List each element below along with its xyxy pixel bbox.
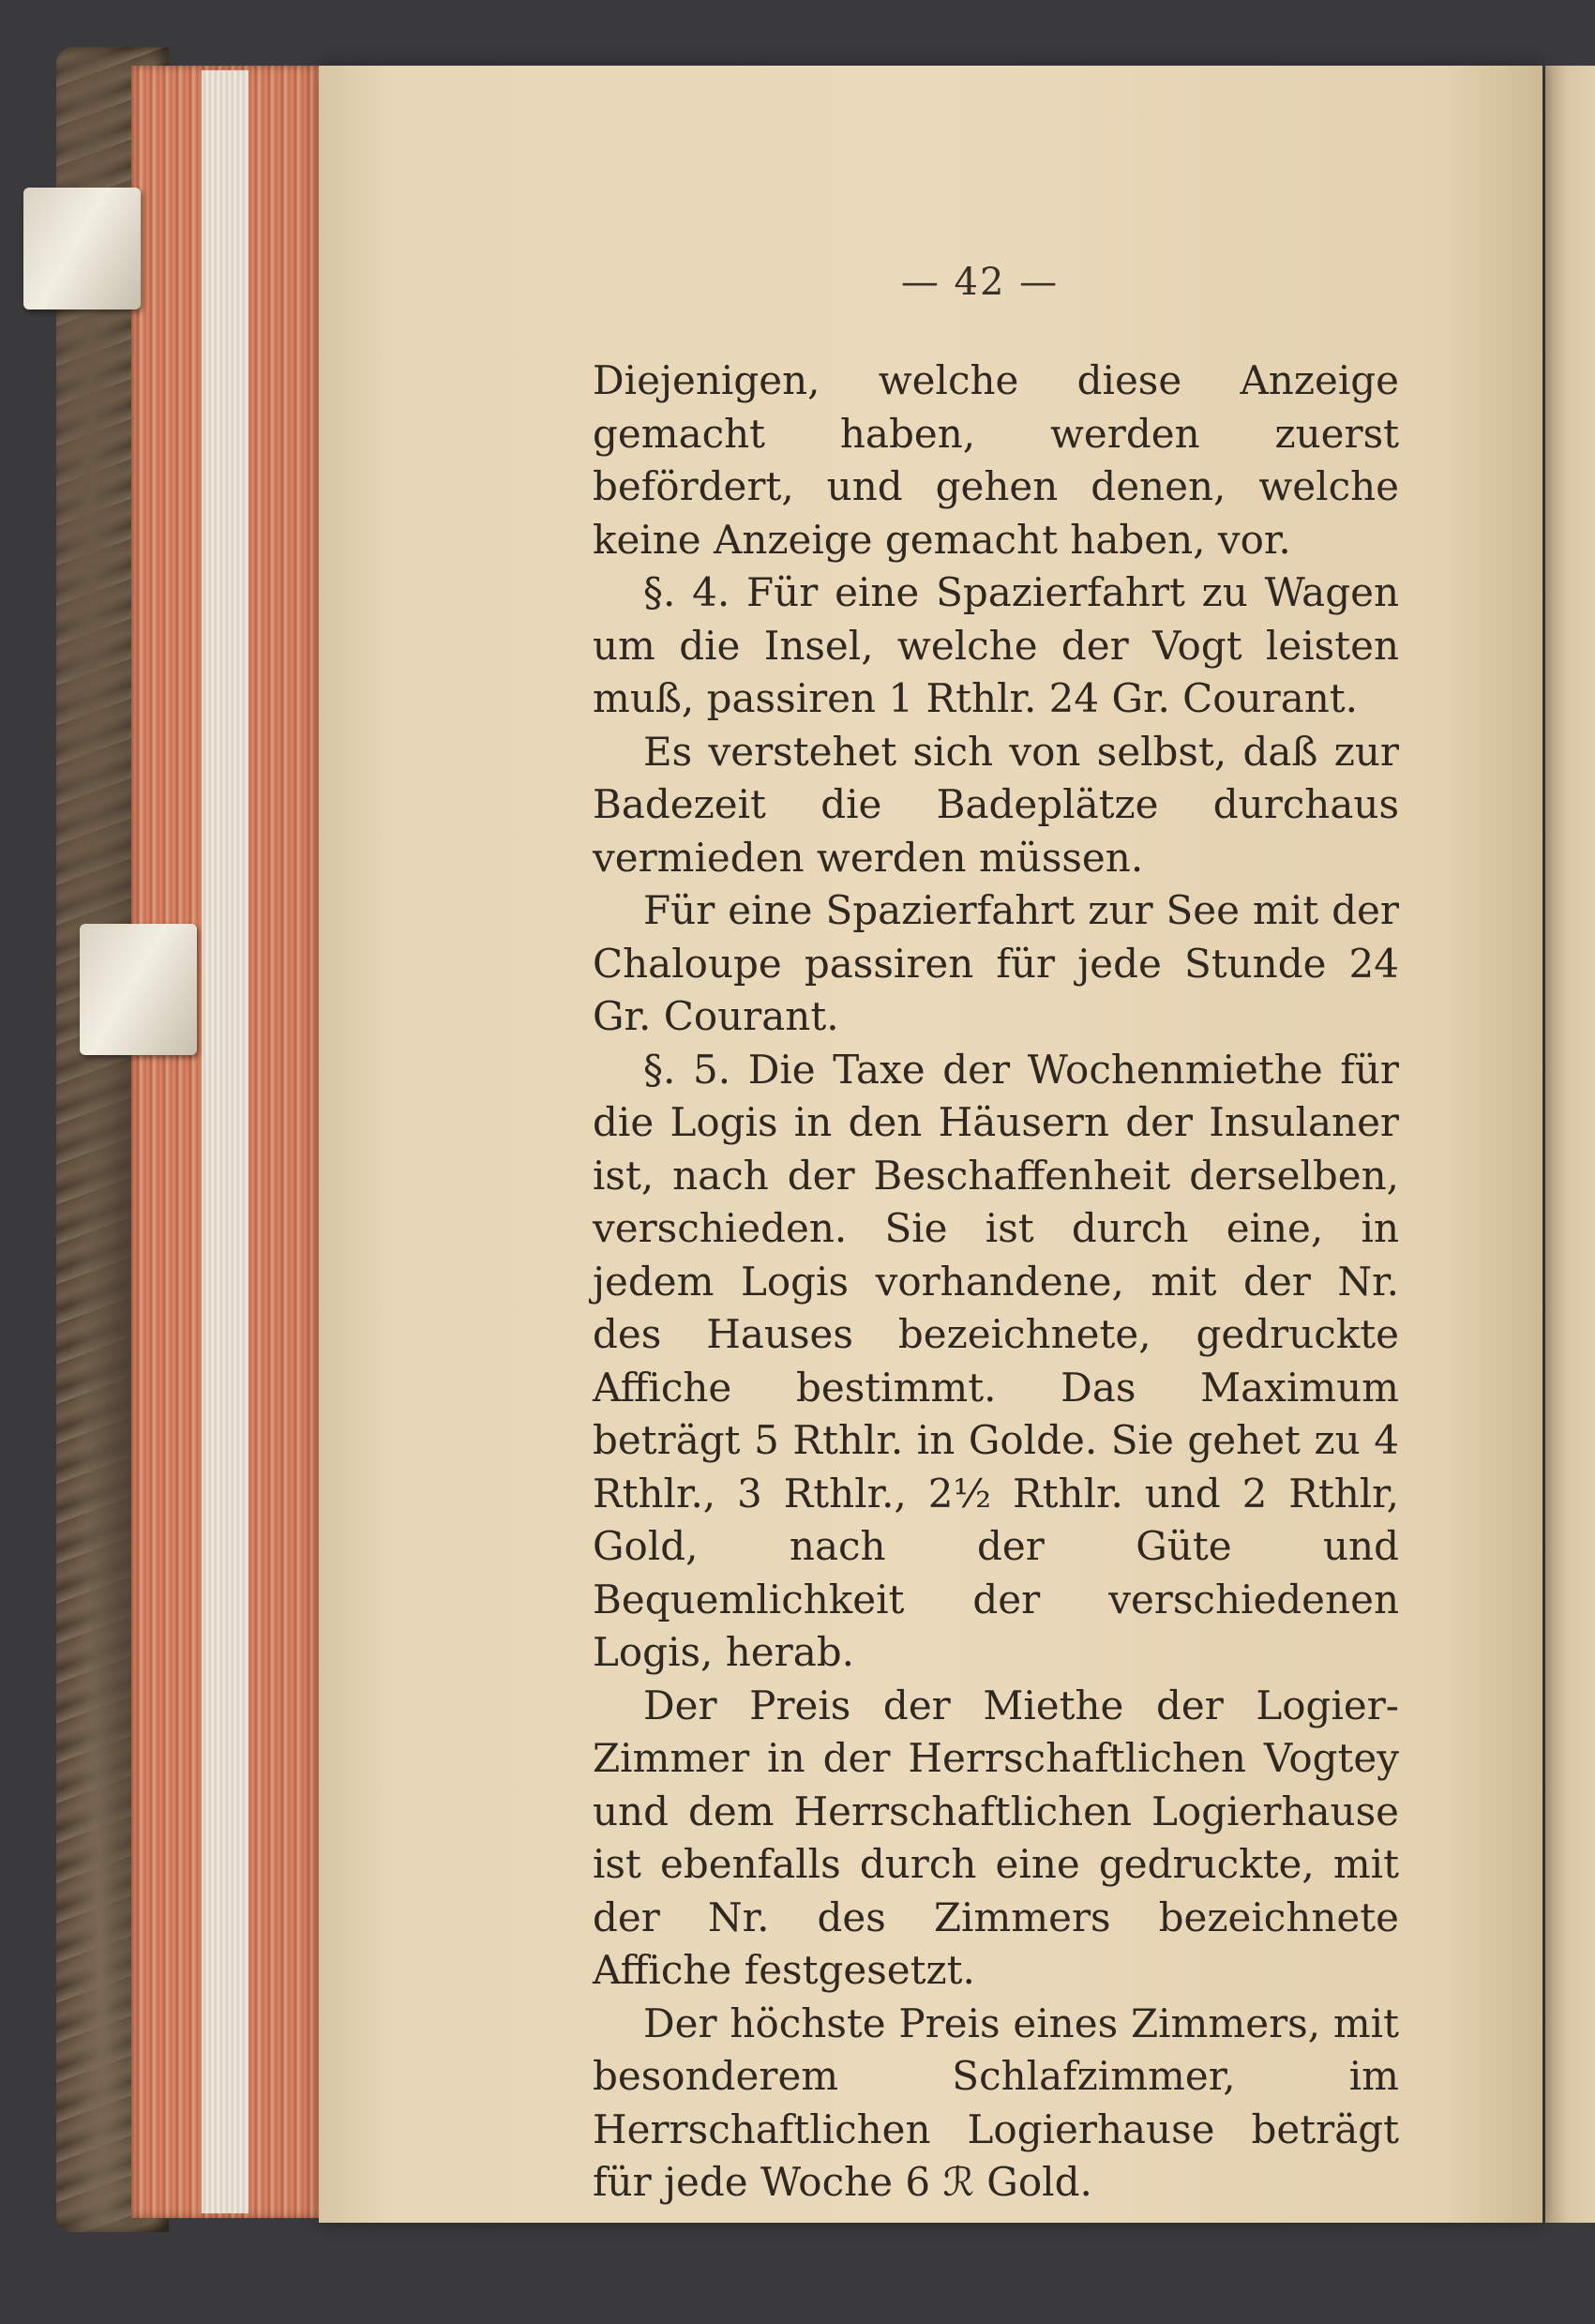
facing-page-edge	[1545, 66, 1595, 2223]
paragraph: Es verstehet sich von selbst, daß zur Badezeit die Badeplätze durchaus vermieden werden müssen.	[593, 728, 1399, 881]
paragraph: Der Preis der Miethe der Logier-Zimmer in der Herrschaftlichen Vogtey und dem Herrschaftlichen Logierhause ist ebenfalls durch eine gedruckte, mit der Nr. des Zimmers bezeichnete Affiche festgesetzt.	[593, 1682, 1399, 1993]
page-edges-light	[202, 70, 248, 2213]
paragraph: Der höchste Preis eines Zimmers, mit besonderem Schlafzimmer, im Herrschaftlichen Logierhause beträgt für jede Woche 6 ℛ Gold.	[593, 2000, 1399, 2205]
paragraph: §. 5. Die Taxe der Wochenmiethe für die Logis in den Häusern der Insulaner ist, nach der Beschaffenheit derselben, verschieden. Sie ist durch eine, in jedem Logis vorhandene, mit der Nr. des Hauses bezeichnete, gedruckte Affiche bestimmt. Das Maximum beträgt 5 Rthlr. in Golde. Sie gehet zu 4 Rthlr., 3 Rthlr., 2½ Rthlr. und 2 Rthlr, Gold, nach der Güte und Bequemlichkeit der verschiedenen Logis, herab.	[593, 1046, 1399, 1675]
paragraph: §. 4. Für eine Spazierfahrt zu Wagen um die Insel, welche der Vogt leisten muß, passiren 1 Rthlr. 24 Gr. Courant.	[593, 569, 1399, 721]
paragraph: Diejenigen, welche diese Anzeige gemacht haben, werden zuerst befördert, und gehen denen, welche keine Anzeige gemacht haben, vor.	[593, 357, 1399, 563]
paragraph: Für eine Spazierfahrt zur See mit der Chaloupe passiren für jede Stunde 24 Gr. Courant.	[593, 887, 1399, 1039]
page-number: — 42 —	[900, 261, 1060, 304]
bookmark-tab-middle	[80, 924, 197, 1055]
bookmark-tab-top	[23, 188, 141, 309]
page-body-text	[593, 355, 1399, 2210]
